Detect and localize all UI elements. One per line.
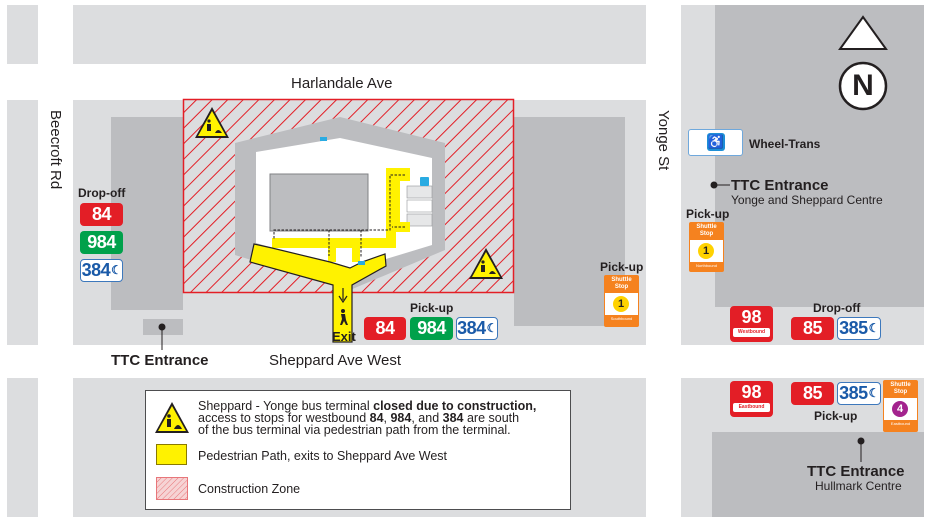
- notice-route-84: 84: [369, 411, 384, 425]
- moon-icon: ☾: [111, 263, 122, 277]
- shuttle-number-area: [884, 398, 917, 420]
- ttc-entrance-yonge-label: TTC Entrance: [731, 177, 829, 194]
- route-badge-84-pickup: 84: [364, 317, 406, 340]
- moon-icon: ☾: [486, 321, 497, 335]
- notice-text: access to stops for westbound: [198, 411, 370, 425]
- ttc-entrance-yonge-sublabel: Yonge and Sheppard Centre: [731, 193, 883, 207]
- route-badge-984-pickup: 984: [410, 317, 453, 340]
- route-number: 385: [839, 318, 868, 338]
- ttc-entrance-hullmark-sublabel: Hullmark Centre: [815, 479, 902, 493]
- east-dropoff-label: Drop-off: [813, 301, 861, 315]
- pedestrian-path-swatch: [156, 444, 187, 465]
- wheel-trans-label: Wheel-Trans: [749, 137, 821, 151]
- route-badge-385-dropoff: [837, 317, 881, 340]
- route-badge-98-eastbound: [730, 381, 773, 417]
- route-direction: Westbound: [733, 328, 770, 337]
- route-badge-385-pickup: [837, 382, 881, 405]
- compass-north-label: N: [852, 69, 874, 102]
- wheel-trans-sign: [688, 129, 743, 156]
- route-badge-98-westbound: [730, 306, 773, 342]
- notice-bold: closed due to construction,: [373, 399, 537, 413]
- route-badge-984: 984: [80, 231, 123, 254]
- shuttle-number: 4: [892, 401, 908, 417]
- shuttle-title: Shuttle Stop: [611, 277, 632, 290]
- notice-route-984: 984: [390, 411, 412, 425]
- street-label-yonge: Yonge St: [655, 110, 672, 171]
- notice-route-384: 384: [442, 411, 464, 425]
- shuttle-stop-southbound: [604, 275, 639, 327]
- notice-text: of the bus terminal via pedestrian path from the terminal.: [198, 423, 511, 437]
- street-label-harlandale: Harlandale Ave: [291, 75, 393, 92]
- wheelchair-icon: ♿: [707, 134, 725, 149]
- shuttle-number-area: [690, 240, 723, 262]
- construction-zone-swatch: [156, 477, 188, 500]
- route-number: 385: [839, 383, 868, 403]
- shuttle-number: 1: [613, 296, 629, 312]
- notice-text: ,: [383, 411, 391, 425]
- route-number: 98: [741, 307, 762, 327]
- street-label-sheppard: Sheppard Ave West: [269, 352, 402, 369]
- south-pickup-label: Pick-up: [410, 301, 454, 315]
- route-number: 384: [457, 318, 486, 338]
- route-number: 98: [741, 382, 762, 402]
- route-number: 384: [81, 260, 111, 280]
- legend-construction-zone: Construction Zone: [198, 482, 301, 496]
- notice-text: are south: [463, 411, 520, 425]
- route-badge-84: 84: [80, 203, 123, 226]
- northbound-shuttle-label: Pick-up: [686, 207, 730, 221]
- shuttle-number-area: [605, 293, 638, 315]
- exit-label: Exit: [332, 329, 356, 344]
- shuttle-direction: Southbound: [610, 316, 633, 321]
- shuttle-title: Shuttle Stop: [890, 382, 911, 395]
- route-badge-85-pickup: 85: [791, 382, 834, 405]
- shuttle-stop-northbound: [689, 222, 724, 272]
- southbound-shuttle-label: Pick-up: [600, 260, 644, 274]
- legend-construction-notice: [198, 400, 568, 436]
- route-badge-384-pickup: [456, 317, 498, 340]
- shuttle-stop-eastbound: [883, 380, 918, 432]
- shuttle-number: 1: [698, 243, 714, 259]
- legend-pedestrian-path: Pedestrian Path, exits to Sheppard Ave West: [198, 449, 447, 463]
- ttc-entrance-west-label: TTC Entrance: [111, 352, 209, 369]
- construction-warning-icon: [154, 401, 190, 434]
- street-label-beecroft: Beecroft Rd: [47, 110, 64, 190]
- shuttle-direction: Northbound: [696, 263, 717, 268]
- shuttle-direction: Eastbound: [890, 421, 911, 426]
- notice-text: Sheppard - Yonge bus terminal: [198, 399, 374, 413]
- route-badge-85-dropoff: 85: [791, 317, 834, 340]
- east-pickup-label: Pick-up: [814, 409, 858, 423]
- moon-icon: ☾: [868, 386, 879, 400]
- moon-icon: ☾: [868, 321, 879, 335]
- notice-text: , and: [411, 411, 443, 425]
- shuttle-title: Shuttle Stop: [696, 224, 717, 237]
- route-direction: Eastbound: [733, 403, 770, 412]
- route-badge-384: [80, 259, 123, 282]
- map-legend: [145, 390, 571, 510]
- ttc-entrance-hullmark-label: TTC Entrance: [807, 463, 905, 480]
- west-dropoff-label: Drop-off: [78, 186, 126, 200]
